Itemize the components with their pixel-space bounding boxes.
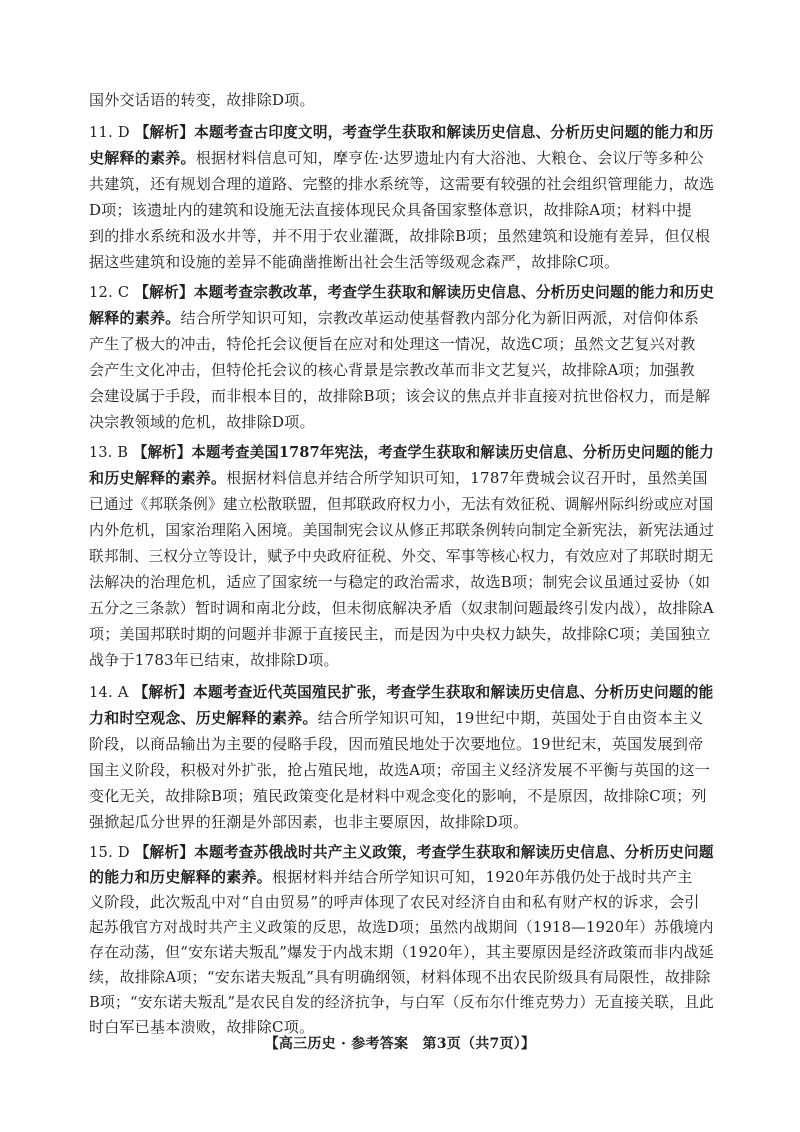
- q13-answer: 13. B: [89, 443, 129, 461]
- q14-lead2: 力和时空观念、历史解释的素养。: [89, 709, 318, 727]
- q13-lead2: 和历史解释的素养。: [89, 469, 227, 487]
- q11-body-line: 共建筑，还有规划合理的道路、完整的排水系统等，这需要有较强的社会组织管理能力，故选: [89, 175, 715, 193]
- q11-lead2: 史解释的素养。: [89, 149, 196, 167]
- q15-body-line: 续，故排除A项；“安东诺夫叛乱”具有明确纲领，材料体现不出农民阶级具有局限性，故排除: [89, 968, 711, 986]
- q11-body-line: 到的排水系统和汲水井等，并不用于农业灌溉，故排除B项；虽然建筑和设施有差异，但仅根: [89, 227, 711, 245]
- q12-line-2: [89, 308, 699, 328]
- q15-body-line: B项；“安东诺夫叛乱”是农民自发的经济抗争，与白军（反布尔什维克势力）无直接关联，且此: [89, 993, 715, 1011]
- q12-line-1: [89, 282, 714, 302]
- q11-body-line: D项；该遗址内的建筑和设施无法直接体现民众具备国家整体意识，故排除A项；材料中提: [89, 201, 692, 219]
- q12-body-line: 会产生文化冲击，但特伦托会议的核心背景是宗教改革而非文艺复兴，故排除A项；加强教: [89, 361, 695, 379]
- page-footer: 【高三历史 · 参考答案 第3页（共7页）】: [264, 1036, 536, 1052]
- q13-body-line: 法解决的治理危机，适应了国家统一与稳定的政治需求，故选B项；制宪会议虽通过妥协（如: [89, 573, 711, 591]
- q13-body-line: 五分之三条款）暂时调和南北分歧，但未彻底解决矛盾（奴隶制问题最终引发内战），故排除A: [89, 599, 714, 617]
- q15-body-line: 存在动荡，但“安东诺夫叛乱”爆发于内战末期（1920年），其主要原因是经济政策而非内战延: [89, 943, 715, 961]
- q14-line2-rest: 结合所学知识可知，19世纪中期，英国处于自由资本主义: [317, 709, 704, 727]
- q14-body-line: 国主义阶段，积极对外扩张，抢占殖民地，故选A项；帝国主义经济发展不平衡与英国的这一: [89, 761, 711, 779]
- q15-line2-rest: 根据材料并结合所学知识可知，1920年苏俄仍处于战时共产主: [272, 868, 693, 886]
- q12-body-line: 决宗教领域的危机，故排除D项。: [89, 413, 315, 431]
- q14-tag: 【解析】: [133, 683, 194, 701]
- q12-body-line: 会建设属于手段，而非根本目的，故排除B项；该会议的焦点并非直接对抗世俗权力，而是解: [89, 387, 711, 405]
- q12-line2-rest: 结合所学知识可知，宗教改革运动使基督教内部分化为新旧两派，对信仰体系: [180, 309, 700, 327]
- q13-tag: 【解析】: [132, 443, 192, 461]
- q14-body-line: 阶段，以商品输出为主要的侵略手段，因而殖民地处于次要地位。19世纪末，英国发展到帝: [89, 735, 704, 753]
- q12-lead2: 解释的素养。: [89, 309, 181, 327]
- q11-answer: 11. D: [89, 123, 130, 141]
- q15-line-2: [89, 867, 692, 887]
- q15-answer: 15. D: [89, 843, 130, 861]
- q12-tag: 【解析】: [134, 283, 194, 301]
- q13-body-line: 已通过《邦联条例》建立松散联盟，但邦联政府权力小，无法有效征税、调解州际纠纷或应对国: [89, 495, 714, 513]
- q13-body-line: 联邦制、三权分立等设计，赋予中央政府征税、外交、军事等核心权力，有效应对了邦联时期无: [89, 547, 714, 565]
- q15-body-line: 义阶段，此次叛乱中对“自由贸易”的呼声体现了农民对经济自由和私有财产权的诉求，会引: [89, 893, 700, 911]
- q13-body-line: 项；美国邦联时期的问题并非源于直接民主，而是因为中央权力缺失，故排除C项；美国独立: [89, 625, 711, 643]
- q13-line-1: [89, 442, 714, 462]
- q15-body-line: 起苏俄官方对战时共产主义政策的反思，故选D项；虽然内战期间（1918—1920年）苏俄境内: [89, 918, 714, 936]
- q11-line-1: [89, 122, 714, 142]
- q14-line-1: [89, 682, 714, 702]
- q13-body-line: 内外危机，国家治理陷入困境。美国制宪会议从修正邦联条例转向制定全新宪法，新宪法通过: [89, 521, 715, 539]
- q14-body-line: 变化无关，故排除B项；殖民政策变化是材料中观念变化的影响，不是原因，故排除C项；列: [89, 787, 707, 805]
- q13-lead: 本题考查美国1787年宪法，考查学生获取和解读历史信息、分析历史问题的能力: [191, 443, 714, 461]
- q11-body-line: 据这些建筑和设施的差异不能确凿推断出社会生活等级观念森严，故排除C项。: [89, 253, 620, 271]
- q12-answer: 12. C: [89, 283, 130, 301]
- q12-lead: 本题考查宗教改革，考查学生获取和解读历史信息、分析历史问题的能力和历史: [193, 283, 715, 301]
- q15-lead: 本题考查苏俄战时共产主义政策，考查学生获取和解读历史信息、分析历史问题: [194, 843, 714, 861]
- q15-line-1: [89, 842, 714, 862]
- q11-line-2: [89, 148, 704, 168]
- q15-lead2: 的能力和历史解释的素养。: [89, 868, 273, 886]
- intro-line: 国外交话语的转变，故排除D项。: [89, 91, 315, 109]
- q15-body-line-spare: 时白军已基本溃败，故排除C项。: [89, 1018, 315, 1036]
- q11-line2-rest: 根据材料信息可知，摩亨佐·达罗遗址内有大浴池、大粮仓、会议厅等多种公: [195, 149, 705, 167]
- q13-line2-rest: 根据材料信息并结合所学知识可知，1787年费城会议召开时，虽然美国: [226, 469, 708, 487]
- q14-body-line: 强掀起瓜分世界的狂潮是外部因素，也非主要原因，故排除D项。: [89, 813, 529, 831]
- q14-lead: 本题考查近代英国殖民扩张，考查学生获取和解读历史信息、分析历史问题的能: [193, 683, 714, 701]
- q13-body-line: 战争于1783年已结束，故排除D项。: [89, 651, 339, 669]
- q13-line-2: [89, 468, 708, 488]
- q11-tag: 【解析】: [134, 123, 195, 141]
- q15-tag: 【解析】: [134, 843, 195, 861]
- q11-lead: 本题考查古印度文明，考查学生获取和解读历史信息、分析历史问题的能力和历: [194, 123, 714, 141]
- q14-line-2: [89, 708, 703, 728]
- q14-answer: 14. A: [89, 683, 129, 701]
- q12-body-line: 产生了极大的冲击，特伦托会议便旨在应对和处理这一情况，故选C项；虽然文艺复兴对教: [89, 335, 696, 353]
